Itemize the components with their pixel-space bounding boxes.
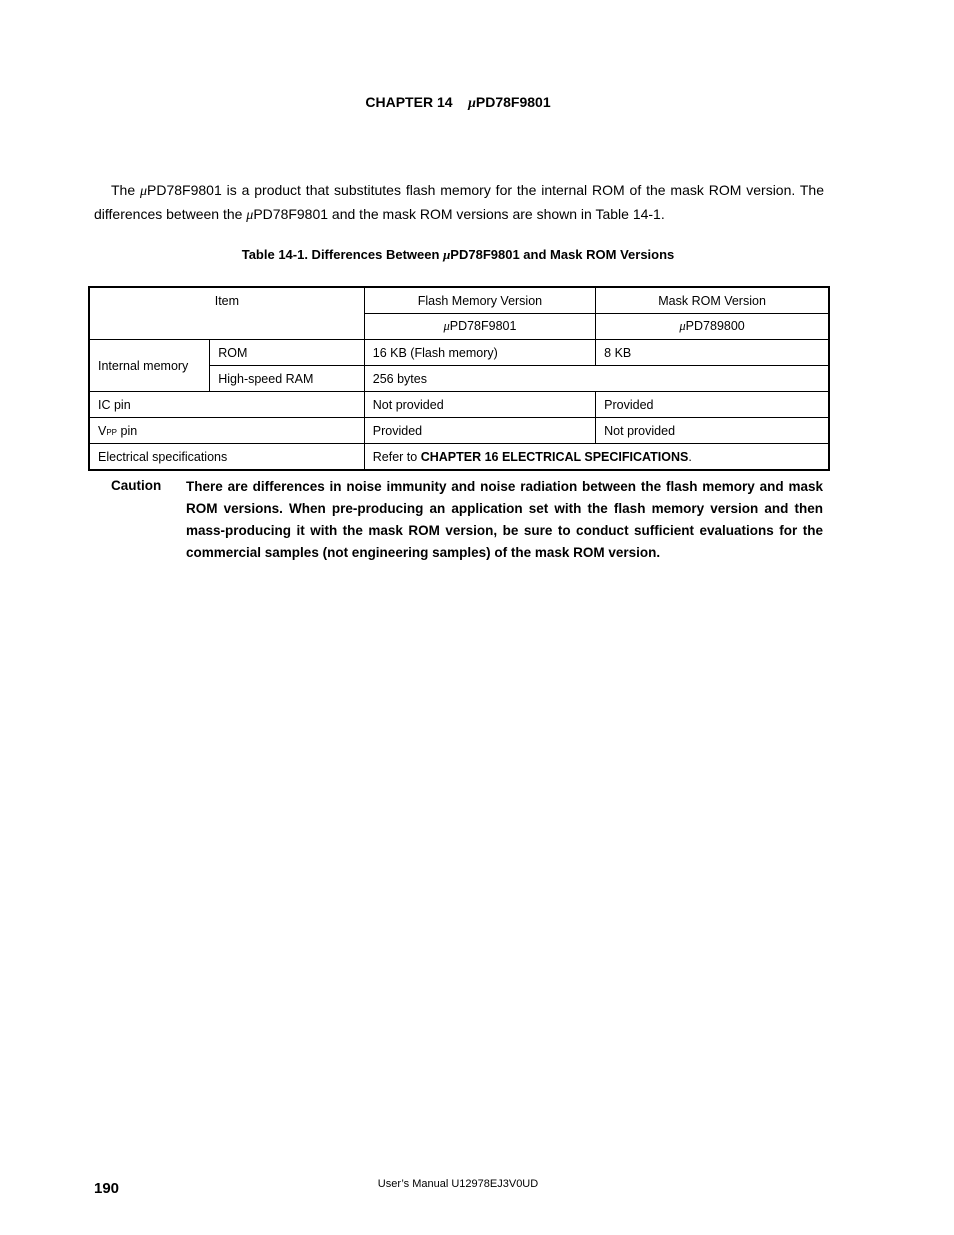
cell-ic-mask: Provided <box>596 392 829 418</box>
cell-vpp-pin <box>89 418 364 444</box>
cell-ram-value: 256 bytes <box>364 366 829 392</box>
mask-part-number: PD789800 <box>685 319 745 333</box>
vpp-pin-label: pin <box>117 423 138 438</box>
cell-internal-memory: Internal memory <box>89 340 210 392</box>
footer-manual-id: User’s Manual U12978EJ3V0UD <box>377 1178 539 1190</box>
mu-symbol: μ <box>468 96 476 111</box>
header-mask-version: Mask ROM Version <box>596 287 829 314</box>
chapter-title <box>0 94 916 112</box>
table-row <box>89 444 829 471</box>
vpp-letter: V <box>98 423 107 438</box>
caption-prefix: Table 14-1. Differences Between <box>241 247 444 262</box>
mu-symbol: μ <box>443 247 451 262</box>
intro-text-3: PD78F9801 and the mask ROM versions are shown in Table 14-1. <box>253 206 665 222</box>
intro-text-2: PD78F9801 is a product that substitutes flash memory for the internal ROM of the mask ROM version. The differences between the <box>94 182 825 222</box>
cell-rom: ROM <box>210 340 365 366</box>
table-caption <box>0 247 916 263</box>
chapter-product: PD78F9801 <box>475 94 551 110</box>
table-header-row <box>89 287 829 314</box>
mu-symbol: μ <box>679 319 686 333</box>
header-flash-part <box>364 314 595 340</box>
cell-rom-mask: 8 KB <box>596 340 829 366</box>
mu-symbol: μ <box>443 319 450 333</box>
table-row <box>89 340 829 366</box>
intro-paragraph <box>94 179 824 227</box>
reference-chapter: CHAPTER 16 ELECTRICAL SPECIFICATIONS <box>420 449 689 464</box>
caption-suffix: PD78F9801 and Mask ROM Versions <box>450 247 675 262</box>
mu-symbol: μ <box>140 184 148 199</box>
cell-vpp-mask: Not provided <box>596 418 829 444</box>
table-row <box>89 418 829 444</box>
cell-rom-flash: 16 KB (Flash memory) <box>364 340 595 366</box>
reference-suffix: . <box>688 449 692 464</box>
chapter-number: CHAPTER 14 <box>365 94 453 110</box>
page-number: 190 <box>94 1180 120 1197</box>
header-mask-part <box>596 314 829 340</box>
flash-part-number: PD78F9801 <box>449 319 517 333</box>
caution-label: Caution <box>111 478 162 493</box>
header-item: Item <box>89 287 364 340</box>
cell-ic-pin: IC pin <box>89 392 364 418</box>
vpp-subscript: PP <box>106 427 118 437</box>
reference-prefix: Refer to <box>372 449 421 464</box>
cell-ic-flash: Not provided <box>364 392 595 418</box>
table-row <box>89 392 829 418</box>
cell-electrical-specs: Electrical specifications <box>89 444 364 471</box>
cell-high-speed-ram: High-speed RAM <box>210 366 365 392</box>
intro-text-1: The <box>111 182 140 198</box>
cell-electrical-reference <box>364 444 829 471</box>
cell-vpp-flash: Provided <box>364 418 595 444</box>
differences-table <box>88 286 830 471</box>
header-flash-version: Flash Memory Version <box>364 287 595 314</box>
caution-text: There are differences in noise immunity and noise radiation between the flash memory and mask ROM versions. When pre-producing an application set with the flash memory version and then mass-producing it with the mask ROM version, be sure to conduct sufficient evaluations for the commercial samples (not engineering samples) of the mask ROM version. <box>186 479 823 560</box>
mu-symbol: μ <box>246 208 254 223</box>
